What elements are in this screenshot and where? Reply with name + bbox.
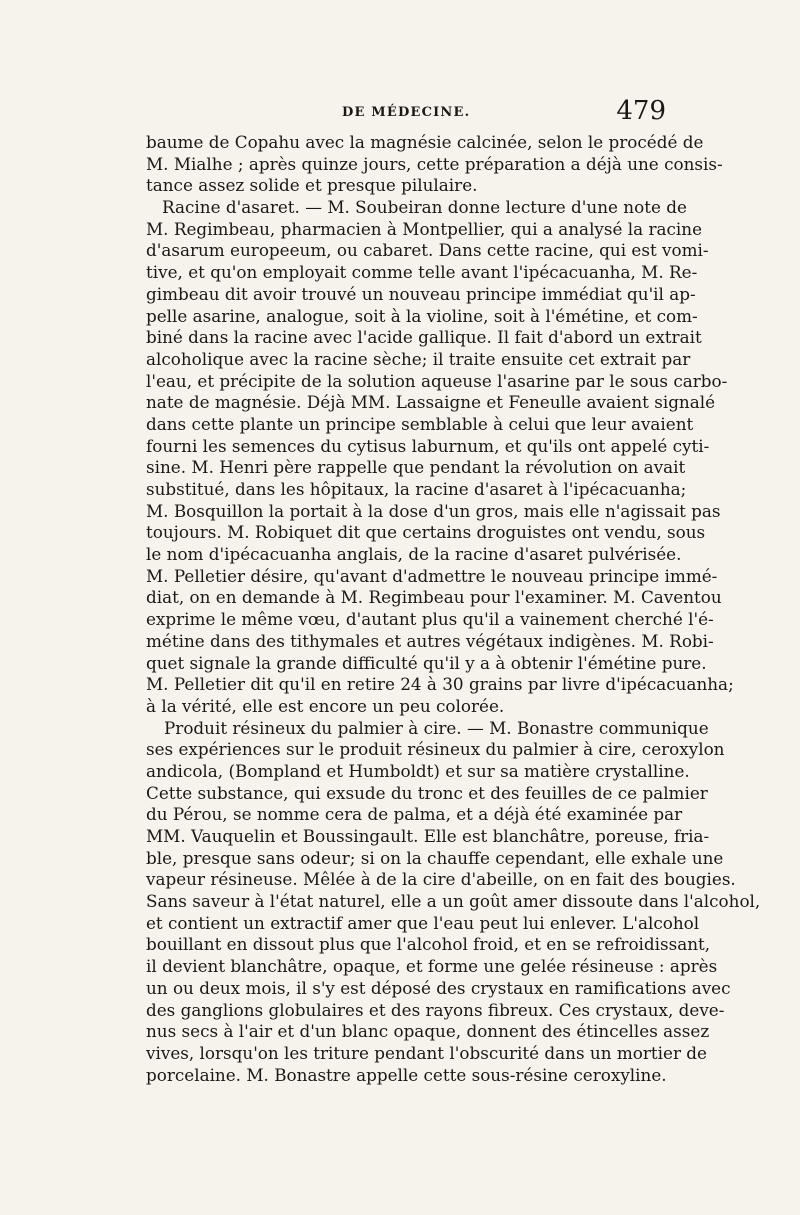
text-line: M. Regimbeau, pharmacien à Montpellier, qui a analysé la racine xyxy=(146,218,703,239)
text-line: fourni les semences du cytisus laburnum, et qu'ils ont appelé cyti- xyxy=(146,435,710,456)
text-line: M. Pelletier dit qu'il en retire 24 à 30 grains par livre d'ipécacuanha; xyxy=(146,674,734,695)
text-line: vives, lorsqu'on les triture pendant l'obscurité dans un mortier de xyxy=(146,1042,707,1063)
text-line: M. Pelletier désire, qu'avant d'admettre le nouveau principe immé- xyxy=(146,565,718,586)
text-line: tive, et qu'on employait comme telle avant l'ipécacuanha, M. Re- xyxy=(146,262,698,283)
section-heading-line: Racine d'asaret. — M. Soubeiran donne lecture d'une note de xyxy=(162,197,687,218)
text-line: toujours. M. Robiquet dit que certains droguistes ont vendu, sous xyxy=(146,522,706,543)
text-line: le nom d'ipécacuanha anglais, de la racine d'asaret pulvérisée. xyxy=(146,544,682,565)
text-line: porcelaine. M. Bonastre appelle cette sous-résine ceroxyline. xyxy=(146,1064,667,1085)
text-line: pelle asarine, analogue, soit à la violine, soit à l'émétine, et com- xyxy=(146,305,698,326)
text-line: alcoholique avec la racine sèche; il traite ensuite cet extrait par xyxy=(146,348,691,369)
text-line: tance assez solide et presque pilulaire. xyxy=(146,175,478,196)
text-line: ble, presque sans odeur; si on la chauffe cependant, elle exhale une xyxy=(146,847,724,868)
text-line: des ganglions globulaires et des rayons fibreux. Ces crystaux, deve- xyxy=(146,999,725,1020)
text-line: baume de Copahu avec la magnésie calcinée, selon le procédé de xyxy=(146,132,704,152)
text-line: et contient un extractif amer que l'eau peut lui enlever. L'alcohol xyxy=(146,912,700,933)
text-line: ses expériences sur le produit résineux du palmier à cire, ceroxylon xyxy=(146,739,725,760)
text-line: bouillant en dissout plus que l'alcohol froid, et en se refroidissant, xyxy=(146,934,711,955)
text-line: Sans saveur à l'état naturel, elle a un goût amer dissoute dans l'alcohol, xyxy=(146,891,761,912)
text-line: métine dans des tithymales et autres végétaux indigènes. M. Robi- xyxy=(146,630,714,651)
text-line: biné dans la racine avec l'acide gallique. Il fait d'abord un extrait xyxy=(146,327,702,348)
text-line: gimbeau dit avoir trouvé un nouveau principe immédiat qu'il ap- xyxy=(146,283,696,304)
text-line: andicola, (Bompland et Humboldt) et sur sa matière crystalline. xyxy=(146,760,690,781)
text-line: MM. Vauquelin et Boussingault. Elle est blanchâtre, poreuse, fria- xyxy=(146,826,710,846)
text-line: sine. M. Henri père rappelle que pendant la révolution on avait xyxy=(146,457,686,478)
text-line: quet signale la grande difficulté qu'il y a à obtenir l'émétine pure. xyxy=(146,652,707,673)
running-head xyxy=(146,96,666,130)
text-line: un ou deux mois, il s'y est déposé des crystaux en ramifications avec xyxy=(146,977,731,998)
running-title: DE MÉDECINE. xyxy=(342,105,471,120)
text-line: nate de magnésie. Déjà MM. Lassaigne et Feneulle avaient signalé xyxy=(146,392,716,413)
text-line: substitué, dans les hôpitaux, la racine d'asaret à l'ipécacuanha; xyxy=(146,479,687,499)
text-line: à la vérité, elle est encore un peu colorée. xyxy=(146,695,505,716)
text-line: d'asarum europeeum, ou cabaret. Dans cette racine, qui est vomi- xyxy=(146,240,709,261)
text-line: exprime le même vœu, d'autant plus qu'il a vainement cherché l'é- xyxy=(146,609,714,630)
section-heading-line: Produit résineux du palmier à cire. — M. Bonastre communique xyxy=(164,717,709,738)
text-line: l'eau, et précipite de la solution aqueuse l'asarine par le sous carbo- xyxy=(146,370,728,391)
text-line: dans cette plante un principe semblable à celui que leur avaient xyxy=(146,413,694,434)
text-line: M. Mialhe ; après quinze jours, cette préparation a déjà une consis- xyxy=(146,153,723,174)
text-line: Cette substance, qui exsude du tronc et des feuilles de ce palmier xyxy=(146,782,708,803)
text-line: il devient blanchâtre, opaque, et forme une gelée résineuse : après xyxy=(146,956,718,977)
text-line: nus secs à l'air et d'un blanc opaque, donnent des étincelles assez xyxy=(146,1021,710,1042)
page-number: 479 xyxy=(616,96,666,126)
text-line: du Pérou, se nomme cera de palma, et a déjà été examinée par xyxy=(146,804,683,825)
body-text xyxy=(146,132,761,1086)
text-line: vapeur résineuse. Mêlée à de la cire d'abeille, on en fait des bougies. xyxy=(146,869,736,890)
text-line: diat, on en demande à M. Regimbeau pour l'examiner. M. Caventou xyxy=(146,587,722,608)
text-line: M. Bosquillon la portait à la dose d'un gros, mais elle n'agissait pas xyxy=(146,500,721,521)
